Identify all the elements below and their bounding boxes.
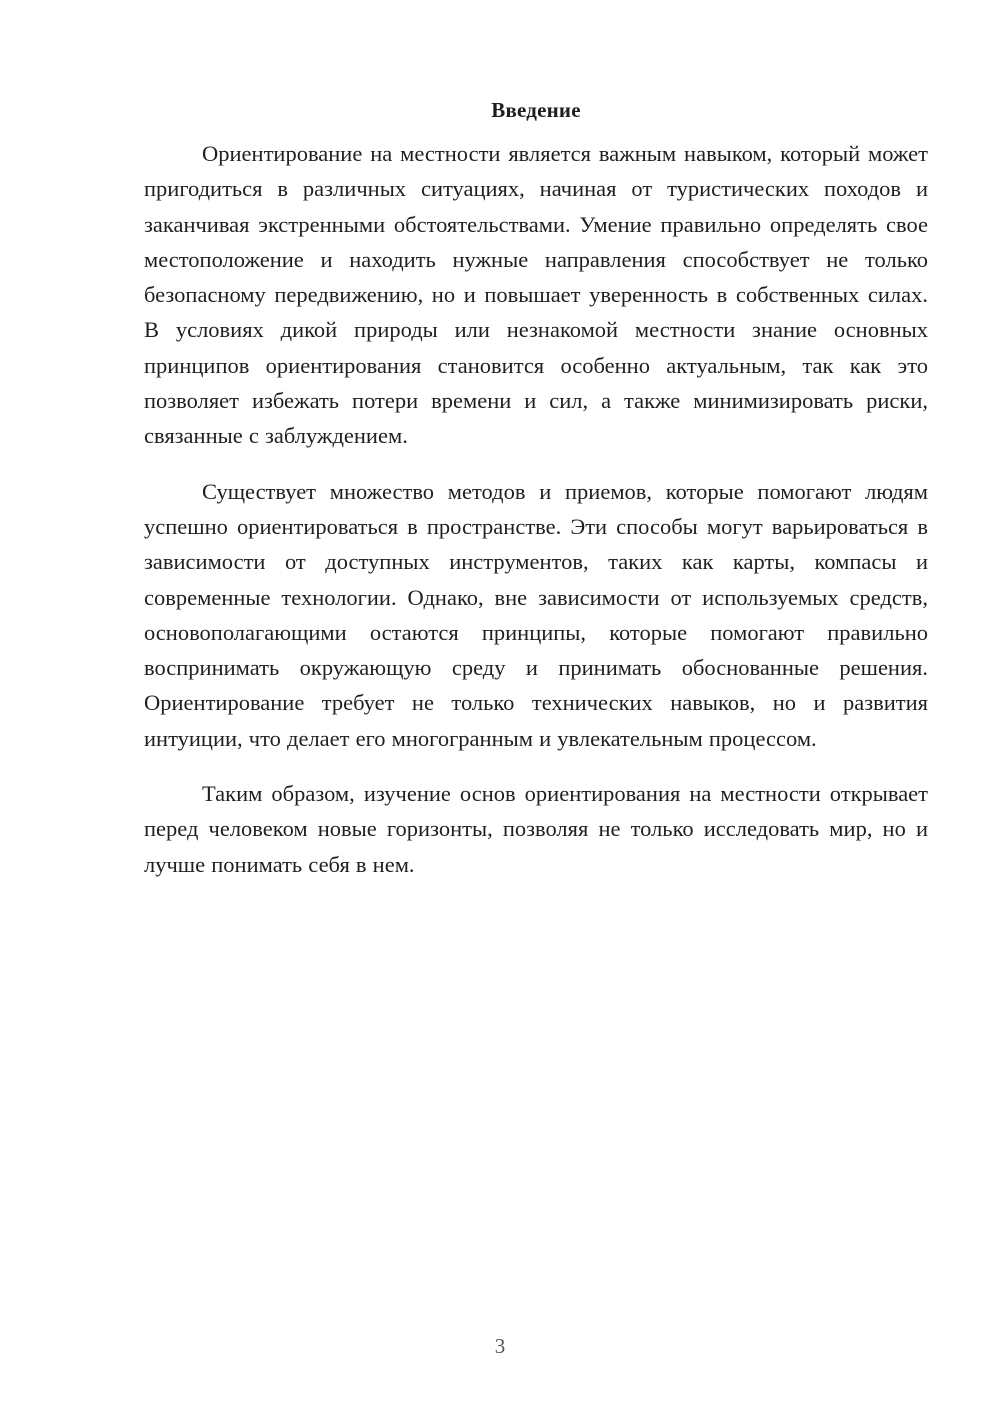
- page-number: 3: [494, 1334, 506, 1358]
- paragraph-2: Существует множество методов и приемов, которые помогают людям успешно ориентироваться в пространстве. Эти способы могут варьироваться в зависимости от доступных инструментов, таких как карты, компасы и современные технологии. Однако, вне зависимости от используемых средств, основополагающими остаются принципы, которые помогают правильно воспринимать окружающую среду и принимать обоснованные решения. Ориентирование требует не только технических навыков, но и развития интуиции, что делает его многогранным и увлекательным процессом.: [144, 478, 928, 751]
- paragraph-3: Таким образом, изучение основ ориентирования на местности открывает перед человеком новые горизонты, позволяя не только исследовать мир, но и лучше понимать себя в нем.: [144, 781, 928, 877]
- section-heading: Введение: [491, 98, 581, 122]
- paragraph-1: Ориентирование на местности является важным навыком, который может пригодиться в различных ситуациях, начиная от туристических походов и заканчивая экстренными обстоятельствами. Умение правильно определять свое местоположение и находить нужные направления способствует не только безопасному передвижению, но и повышает уверенность в собственных силах. В условиях дикой природы или незнакомой местности знание основных принципов ориентирования становится особенно актуальным, так как это позволяет избежать потери времени и сил, а также минимизировать риски, связанные с заблуждением.: [144, 141, 928, 449]
- page-content: [144, 92, 928, 882]
